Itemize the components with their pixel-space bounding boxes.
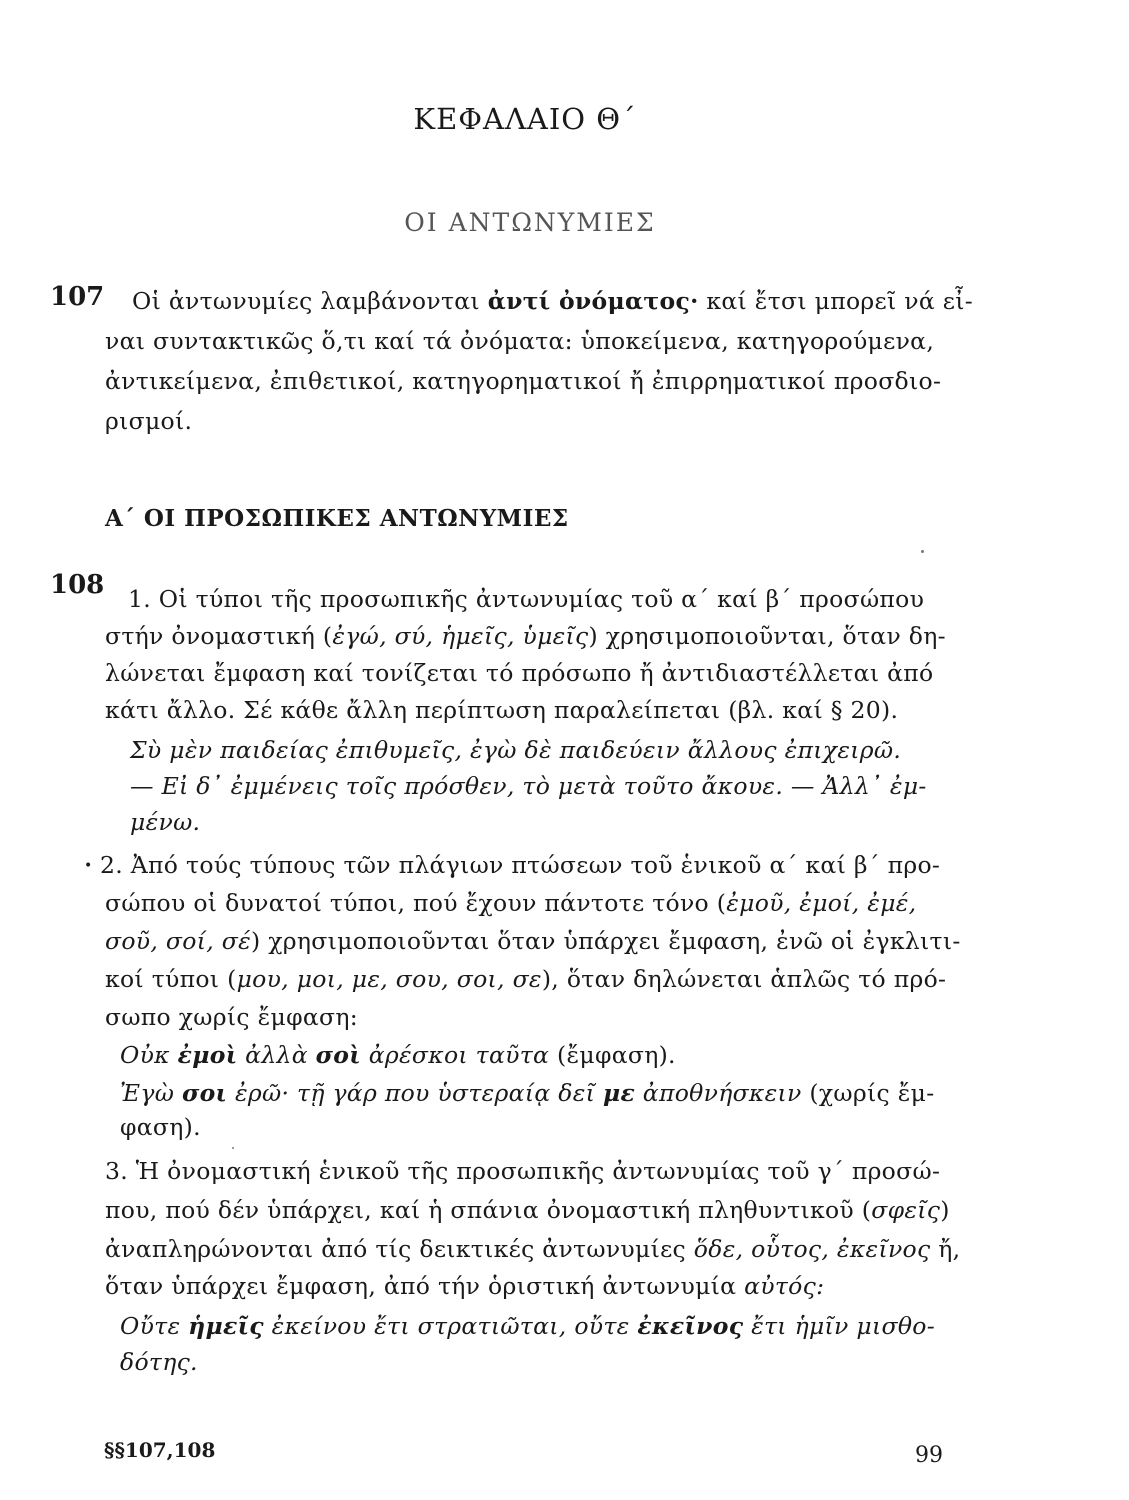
paragraph-108-2-line: σωπο χωρίς ἔμφαση: [105,1003,358,1031]
paragraph-108-2-line [105,927,961,955]
paragraph-108-1-line: 1. Οἱ τύποι τῆς προσωπικῆς ἀντωνυμίας τοῦ α΄ καί β΄ προσώπου [128,585,925,613]
paragraph-108-2-line [105,965,946,993]
paragraph-108-1-line: λώνεται ἔμφαση καί τονίζεται τό πρόσωπο ἤ ἀντιδιαστέλλεται ἀπό [105,659,934,687]
paragraph-107-line: ναι συντακτικῶς ὅ,τι καί τά ὀνόματα: ὑποκείμενα, κατηγορούμενα, [105,327,935,355]
emphasis-text: ἀντί ὀνόματος· [487,287,699,315]
paragraph-108-3-line [105,1235,960,1263]
example-line [120,1312,935,1340]
text-span: (ἔμφαση). [549,1041,676,1069]
italic-text: σοῦ, σοί, σέ [105,927,252,955]
bold-italic-text: με [602,1079,636,1107]
bold-italic-text: ἡμεῖς [188,1312,264,1340]
bold-italic-text: ἐμοὶ [177,1041,238,1069]
italic-text: ἐρῶ· τῇ γάρ που ὑστεραίᾳ δεῖ [227,1079,603,1107]
chapter-title: ΟΙ ΑΝΤΩΝΥΜΙΕΣ [404,208,656,237]
text-span: ) χρησιμοποιοῦνται ὅταν ὑπάρχει ἔμφαση, ἐνῶ οἱ ἐγκλιτι- [251,927,961,955]
text-span: ἀναπληρώνονται ἀπό τίς δεικτικές ἀντωνυμίες [105,1235,694,1263]
text-span: στήν ὀνομαστική ( [105,622,333,650]
example-line: Σὺ μὲν παιδείας ἐπιθυμεῖς, ἐγὼ δὲ παιδεύειν ἄλλους ἐπιχειρῶ. [130,736,902,764]
italic-text: ἐκείνου ἔτι στρατιῶται, οὔτε [263,1312,638,1340]
text-span: ), ὅταν δηλώνεται ἁπλῶς τό πρό- [541,965,947,993]
text-span: σώπου οἱ δυνατοί τύποι, πού ἔχουν πάντοτε τόνο ( [105,889,727,917]
bold-italic-text: σοὶ [315,1041,361,1069]
text-span: ἤ, [930,1235,961,1263]
chapter-heading: ΚΕΦΑΛΑΙΟ Θ΄ [413,102,637,136]
italic-text: μου, μοι, με, σου, σοι, σε [236,965,542,993]
italic-text: Ἐγὼ [120,1079,182,1107]
italic-text: σφεῖς [871,1196,941,1224]
text-span: Οἱ ἀντωνυμίες λαμβάνονται [132,287,488,315]
text-span: που, πού δέν ὑπάρχει, καί ἡ σπάνια ὀνομαστική πληθυντικοῦ ( [105,1196,872,1224]
text-span: κοί τύποι ( [105,965,237,993]
paragraph-108-3-line [105,1196,950,1224]
text-span: ) [940,1196,950,1224]
paragraph-108-3-line: 3. Ἡ ὀνομαστική ἑνικοῦ τῆς προσωπικῆς ἀντωνυμίας τοῦ γ΄ προσώ- [105,1157,941,1185]
section-number-107: 107 [50,282,105,312]
text-span: ὅταν ὑπάρχει ἔμφαση, ἀπό τήν ὁριστική ἀντωνυμία [105,1272,745,1300]
bold-italic-text: σοι [181,1079,228,1107]
italic-text: ἀποθνήσκειν [635,1079,802,1107]
paragraph-108-2-line [105,889,916,917]
paragraph-107-line: ἀντικείμενα, ἐπιθετικοί, κατηγορηματικοί ἤ ἐπιρρηματικοί προσδιο- [105,367,942,395]
example-line [120,1041,676,1069]
section-reference: §§107,108 [104,1438,216,1462]
paragraph-108-1-line [105,622,946,650]
italic-text: Οὐκ [120,1041,178,1069]
italic-text: ἀρέσκοι ταῦτα [360,1041,550,1069]
section-number-108: 108 [50,570,105,600]
paragraph-108-3-line [105,1272,824,1300]
italic-text: αὐτός: [744,1272,825,1300]
italic-text: ἔτι ἡμῖν μισθο- [743,1312,935,1340]
example-line: — Εἰ δ᾽ ἐμμένεις τοῖς πρόσθεν, τὸ μετὰ τοῦτο ἄκουε. — Ἀλλ᾽ ἐμ- [130,772,927,800]
italic-text: ὅδε, οὗτος, ἐκεῖνος [693,1235,931,1263]
example-line: δότης. [120,1348,198,1376]
italic-text: Οὔτε [120,1312,189,1340]
paragraph-107-line: ρισμοί. [105,407,193,435]
bold-italic-text: ἐκεῖνος [637,1312,744,1340]
subsection-heading: Α΄ ΟΙ ΠΡΟΣΩΠΙΚΕΣ ΑΝΤΩΝΥΜΙΕΣ [105,505,569,532]
page-number: 99 [915,1443,943,1468]
italic-text: ἐμοῦ, ἐμοί, ἐμέ, [726,889,917,917]
print-speck [232,1147,234,1149]
print-speck [921,550,924,553]
paragraph-108-2-line: 2. Ἀπό τούς τύπους τῶν πλάγιων πτώσεων τοῦ ἑνικοῦ α΄ καί β΄ προ- [100,851,941,879]
margin-dot: • [84,858,93,874]
text-span: (χωρίς ἔμ- [801,1079,935,1107]
example-line [120,1079,934,1107]
italic-text: ἀλλὰ [237,1041,316,1069]
paragraph-108-1-line: κάτι ἄλλο. Σέ κάθε ἄλλη περίπτωση παραλείπεται (βλ. καί § 20). [105,696,899,724]
example-line: μένω. [130,808,201,836]
text-span: ) χρησιμοποιοῦνται, ὅταν δη- [588,622,946,650]
paragraph-107-line [132,287,973,315]
example-line: φαση). [120,1113,201,1141]
text-span: καί ἔτσι μπορεῖ νά εἶ- [698,287,974,315]
italic-text: ἐγώ, σύ, ἡμεῖς, ὑμεῖς [332,622,589,650]
